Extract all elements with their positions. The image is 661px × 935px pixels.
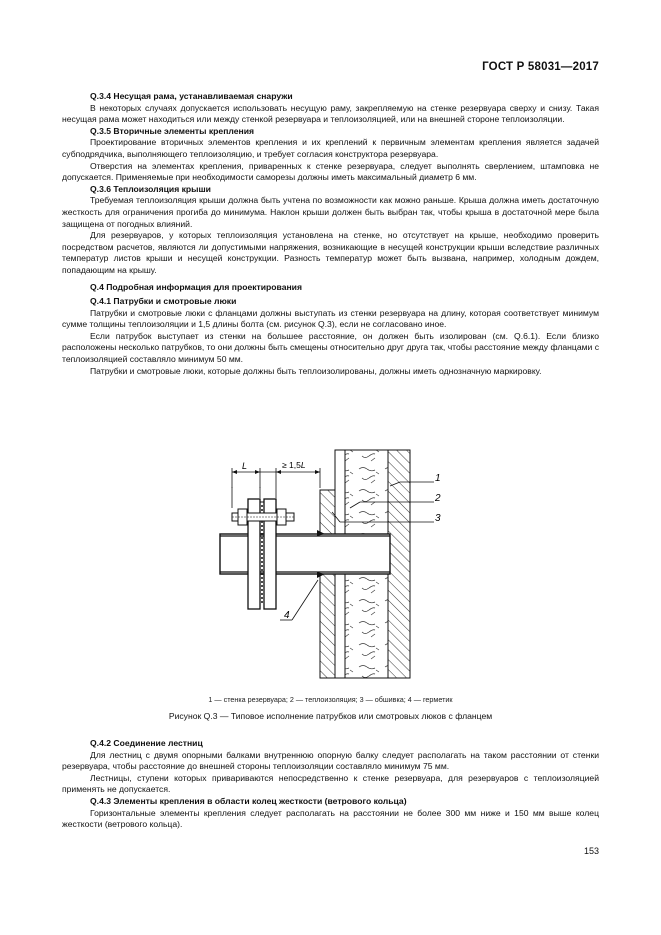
heading-q4-1: Q.4.1 Патрубки и смотровые люки	[90, 296, 237, 307]
paragraph: Патрубки и смотровые люки с фланцами должны выступать из стенки резервуара на длину, которая соответствует минимум сумме толщины теплоизоляции и 1,5 длины болта (см. рисунок Q.3), если не согласовано иное.	[62, 307, 599, 330]
heading-q3-4: Q.3.4 Несущая рама, устанавливаемая снаружи	[90, 91, 293, 101]
text-block-bottom	[62, 738, 599, 831]
paragraph: Лестницы, ступени которых привариваются непосредственно к стенке резервуара, для резервуаров с теплоизоляцией применять не допускается.	[62, 772, 599, 795]
callout-4: 4	[284, 610, 290, 621]
paragraph: Если патрубок выступает из стенки на большее расстояние, он должен быть изолирован (см. Q.6.1). Если близко расположены несколько патрубков, то они должны быть смещены относительно друг друга так, чтобы расстояние между фланцами с теплоизоляцией составляло минимум 50 мм.	[62, 330, 599, 365]
dim-15L-label: ≥ 1,5L	[282, 460, 306, 470]
heading-q3-5: Q.3.5 Вторичные элементы крепления	[90, 125, 255, 136]
figure-q3-nozzle-drawing	[200, 442, 470, 687]
heading-q4: Q.4 Подробная информация для проектирования	[90, 281, 302, 292]
paragraph: Требуемая теплоизоляция крыши должна быть учтена по возможности как можно раньше. Крыша должна иметь достаточную жесткость для ограничения прогиба до минимума. Наклон крыши должен быть выбран так, чтобы крыша в достаточной мере была защищена от погодных влияний.	[62, 195, 599, 229]
figure-legend: 1 — стенка резервуара; 2 — теплоизоляция; 3 — обшивка; 4 — герметик	[208, 695, 453, 704]
dim-L-label: L	[242, 461, 248, 471]
nozzle-pipe	[220, 534, 390, 574]
nozzle-drawing	[200, 442, 470, 687]
paragraph: Проектирование вторичных элементов крепления и их креплений к первичным элементам крепления является задачей субподрядчика, выполняющего теплоизоляцию, и требует согласия конструктора резервуара.	[62, 137, 599, 159]
callout-3: 3	[435, 513, 441, 524]
tank-wall	[388, 450, 410, 678]
paragraph: Отверстия на элементах крепления, приваренных к стенке резервуара, следует выполнять сверлением, штамповка не допускается. Применяемые при необходимости саморезы должны иметь максимальный диаметр 6 мм.	[62, 160, 599, 183]
callout-1: 1	[435, 473, 441, 484]
standard-code: ГОСТ Р 58031—2017	[482, 61, 599, 73]
paragraph: Для лестниц с двумя опорными балками внутреннюю опорную балку следует располагать на таком расстоянии от стенки резервуара, чтобы расстояние до внешней стороны теплоизоляции составляло минимум 75 мм.	[62, 749, 599, 772]
paragraph: В некоторых случаях допускается использовать несущую раму, закрепляемую на стенке резервуара сверху и снизу. Такая несущая рама может находиться или между стенкой резервуара и теплоизоляцией, или на внешней стороне теплоизоляции.	[62, 102, 599, 125]
heading-q4-2: Q.4.2 Соединение лестниц	[90, 738, 203, 748]
heading-q4-3: Q.4.3 Элементы крепления в области колец жесткости (ветрового кольца)	[90, 795, 407, 806]
paragraph: Для резервуаров, у которых теплоизоляция установлена на стенке, но отсутствует на крыше, необходимо проверить посредством расчетов, являются ли допустимыми напряжения, возникающие в несущей конструкции крыши вследствие различных температур листов крыши и несущей конструкции. Разность температур может быть вызвана, например, холодным дождем, попадающим на крышу.	[62, 230, 599, 275]
text-block-top	[62, 91, 599, 377]
paragraph: Горизонтальные элементы крепления следует располагать на расстоянии не более 300 мм ниже и 150 мм выше колец жесткости (ветрового кольца).	[62, 807, 599, 830]
heading-q3-6: Q.3.6 Теплоизоляция крыши	[90, 183, 211, 194]
cladding-lower	[320, 490, 335, 678]
figure-caption: Рисунок Q.3 — Типовое исполнение патрубков или смотровых люков с фланцем	[168, 711, 493, 721]
paragraph: Патрубки и смотровые люки, которые должны быть теплоизолированы, должны иметь однозначную маркировку.	[90, 365, 542, 376]
page-number: 153	[583, 846, 599, 856]
callout-2: 2	[435, 493, 441, 504]
